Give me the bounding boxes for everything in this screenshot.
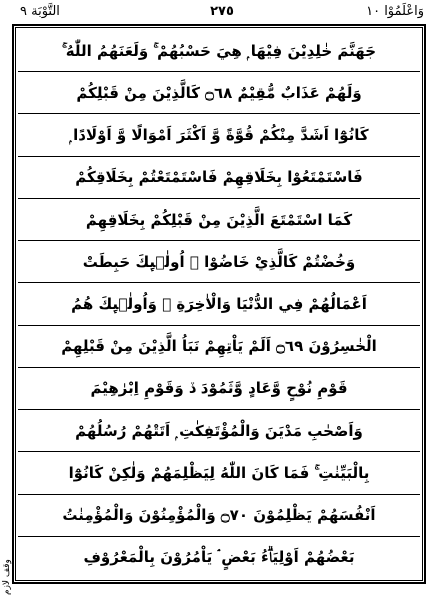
text-line-1: جَهَنَّمَ خٰلِدِيْنَ فِيْهَا ۭ هِيَ حَسْبُهُمْ ۚ وَلَعَنَهُمُ اللّٰهُ ۚ xyxy=(18,30,420,72)
text-line-10: وَاَصْحٰبِ مَدْيَنَ وَالْمُؤْتَفِكٰتِ ۭ اَتَتْهُمْ رُسُلُهُمْ xyxy=(18,410,420,452)
margin-note: وقف لازم xyxy=(2,559,12,595)
page-number: ٢٧٥ xyxy=(210,4,234,19)
text-line-2: وَلَهُمْ عَذَابٌ مُّقِيْمٌ ۝٦٨ كَالَّذِيْنَ مِنْ قَبْلِكُمْ xyxy=(18,72,420,114)
text-line-4: فَاسْتَمْتَعُوْا بِخَلَاقِهِمْ فَاسْتَمْتَعْتُمْ بِخَلَاقِكُمْ xyxy=(18,157,420,199)
text-line-7: اَعْمَالُهُمْ فِي الدُّنْيَا وَالْاٰخِرَةِ ۚ وَاُولٰۗىِٕكَ هُمُ xyxy=(18,283,420,325)
text-line-6: وَخُضْتُمْ كَالَّذِيْ خَاضُوْا ۭ اُولٰۗىِٕكَ حَبِطَتْ xyxy=(18,241,420,283)
text-line-9: قَوْمِ نُوْحٍ وَّعَادٍ وَّثَمُوْدَ ڏ وَقَوْمِ اِبْرٰهِيْمَ xyxy=(18,368,420,410)
page-header xyxy=(18,2,426,22)
text-line-8: الْخٰسِرُوْنَ ۝٦٩ اَلَمْ يَاْتِهِمْ نَبَاُ الَّذِيْنَ مِنْ قَبْلِهِمْ xyxy=(18,326,420,368)
text-line-3: كَانُوْٓا اَشَدَّ مِنْكُمْ قُوَّةً وَّ اَكْثَرَ اَمْوَالًا وَّ اَوْلَادًا ۭ xyxy=(18,114,420,156)
text-line-12: اَنْفُسَهُمْ يَظْلِمُوْنَ ۝٧٠ وَالْمُؤْمِنُوْنَ وَالْمُؤْمِنٰتُ xyxy=(18,495,420,537)
text-block xyxy=(18,30,420,578)
juz-title: وَاعْلَمُوْا ١٠ xyxy=(366,4,424,19)
text-line-5: كَمَا اسْتَمْتَعَ الَّذِيْنَ مِنْ قَبْلِكُمْ بِخَلَاقِهِمْ xyxy=(18,199,420,241)
surah-title: التَّوْبَة ٩ xyxy=(20,4,60,19)
text-line-13: بَعْضُهُمْ اَوْلِيَاۗءُ بَعْضٍ ۘ يَاْمُرُوْنَ بِالْمَعْرُوْفِ xyxy=(83,548,355,567)
text-line-11: بِالْبَيِّنٰتِ ۚ فَمَا كَانَ اللّٰهُ لِيَظْلِمَهُمْ وَلٰكِنْ كَانُوْٓا xyxy=(18,452,420,494)
